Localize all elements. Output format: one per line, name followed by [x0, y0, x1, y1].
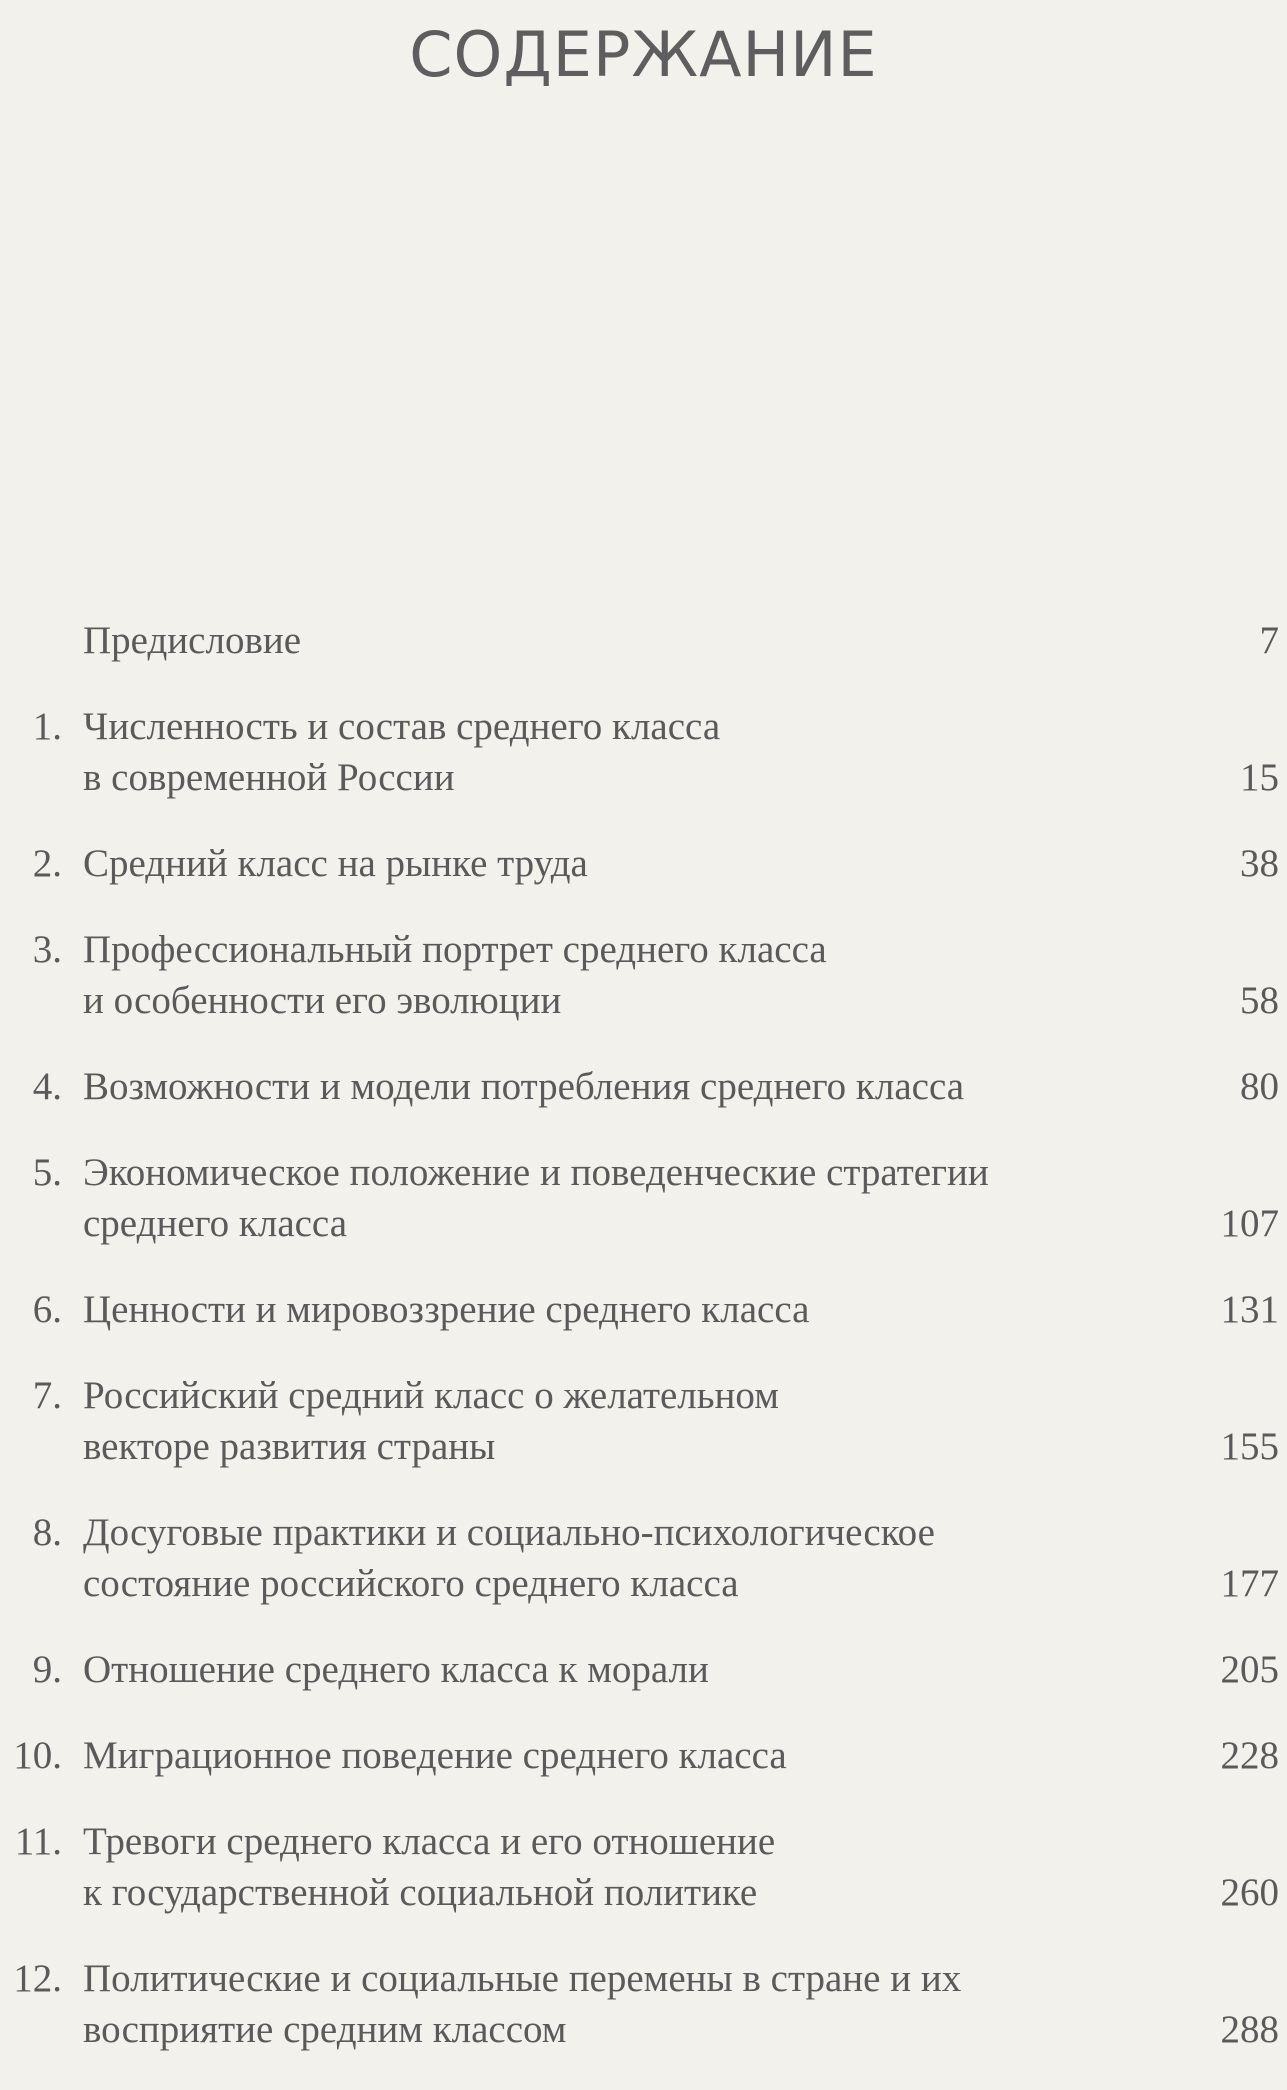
chapter-title: [83, 1507, 1143, 1609]
chapter-title-line: в современной России: [83, 756, 455, 799]
page-number: 228: [1220, 1734, 1279, 1777]
page-number: 288: [1220, 2008, 1279, 2051]
chapter-title-line: Профессиональный портрет среднего класса: [83, 928, 827, 971]
page-number: 260: [1220, 1871, 1279, 1914]
chapter-title-line: среднего класса: [83, 1202, 348, 1245]
chapter-title-line: Политические и социальные перемены в стране и их: [83, 1957, 962, 2000]
page-number: 38: [1240, 842, 1279, 885]
chapter-number: 2.: [32, 842, 62, 885]
chapter-title: [83, 615, 1143, 666]
chapter-title: [83, 701, 1143, 803]
page-number: 177: [1220, 1562, 1279, 1605]
toc-entry: [0, 1370, 1287, 1472]
chapter-number: 1.: [32, 705, 62, 748]
chapter-title: [83, 1147, 1143, 1249]
page-number: 15: [1240, 756, 1279, 799]
chapter-title-line: Тревоги среднего класса и его отношение: [83, 1820, 776, 1863]
toc-entry: [0, 1644, 1287, 1695]
chapter-title-line: Российский средний класс о желательном: [83, 1374, 779, 1417]
chapter-number: 12.: [13, 1957, 62, 2000]
chapter-title-line: Возможности и модели потребления среднего класса: [83, 1065, 965, 1108]
chapter-title-line: к государственной социальной политике: [83, 1871, 758, 1914]
toc-entry: [0, 838, 1287, 889]
chapter-number: 5.: [32, 1151, 62, 1194]
chapter-title: [83, 1953, 1143, 2055]
page-number: 107: [1220, 1202, 1279, 1245]
chapter-title-line: восприятие средним классом: [83, 2008, 567, 2051]
page-number: 7: [1259, 619, 1279, 662]
chapter-title: [83, 1370, 1143, 1472]
chapter-title-line: и особенности его эволюции: [83, 979, 562, 1022]
toc-heading: СОДЕРЖАНИЕ: [409, 18, 878, 91]
chapter-title-line: Средний класс на рынке труда: [83, 842, 588, 885]
chapter-number: 11.: [14, 1820, 62, 1863]
chapter-title-line: Досуговые практики и социально-психологическое: [83, 1511, 935, 1554]
chapter-number: 3.: [32, 928, 62, 971]
chapter-number: 7.: [32, 1374, 62, 1417]
chapter-title-line: Численность и состав среднего класса: [83, 705, 721, 748]
chapter-title: [83, 838, 1143, 889]
chapter-title: [83, 1816, 1143, 1918]
toc-entry: [0, 1953, 1287, 2055]
page-number: 155: [1220, 1425, 1279, 1468]
chapter-title: [83, 1644, 1143, 1695]
chapter-number: 9.: [32, 1648, 62, 1691]
toc-entry: [0, 1284, 1287, 1335]
chapter-title: [83, 1284, 1143, 1335]
page-number: 80: [1240, 1065, 1279, 1108]
chapter-number: 6.: [32, 1288, 62, 1331]
toc-entry: [0, 1507, 1287, 1609]
chapter-title: [83, 1061, 1143, 1112]
page-number: 131: [1220, 1288, 1279, 1331]
page-number: 58: [1240, 979, 1279, 1022]
toc-entry: [0, 924, 1287, 1026]
page-number: 205: [1220, 1648, 1279, 1691]
chapter-title: [83, 924, 1143, 1026]
chapter-title: [83, 1730, 1143, 1781]
chapter-title-line: векторе развития страны: [83, 1425, 496, 1468]
toc-entry: [0, 1730, 1287, 1781]
chapter-title-line: состояние российского среднего класса: [83, 1562, 739, 1605]
table-of-contents: [0, 615, 1287, 2090]
toc-entry: [0, 1061, 1287, 1112]
chapter-title-line: Предисловие: [83, 619, 302, 662]
chapter-title-line: Экономическое положение и поведенческие стратегии: [83, 1151, 989, 1194]
chapter-title-line: Миграционное поведение среднего класса: [83, 1734, 787, 1777]
toc-entry: [0, 1147, 1287, 1249]
chapter-number: 4.: [32, 1065, 62, 1108]
chapter-title-line: Отношение среднего класса к морали: [83, 1648, 709, 1691]
chapter-number: 10.: [13, 1734, 62, 1777]
toc-entry: [0, 1816, 1287, 1918]
toc-entry: [0, 615, 1287, 666]
chapter-number: 8.: [32, 1511, 62, 1554]
toc-entry: [0, 701, 1287, 803]
chapter-title-line: Ценности и мировоззрение среднего класса: [83, 1288, 810, 1331]
